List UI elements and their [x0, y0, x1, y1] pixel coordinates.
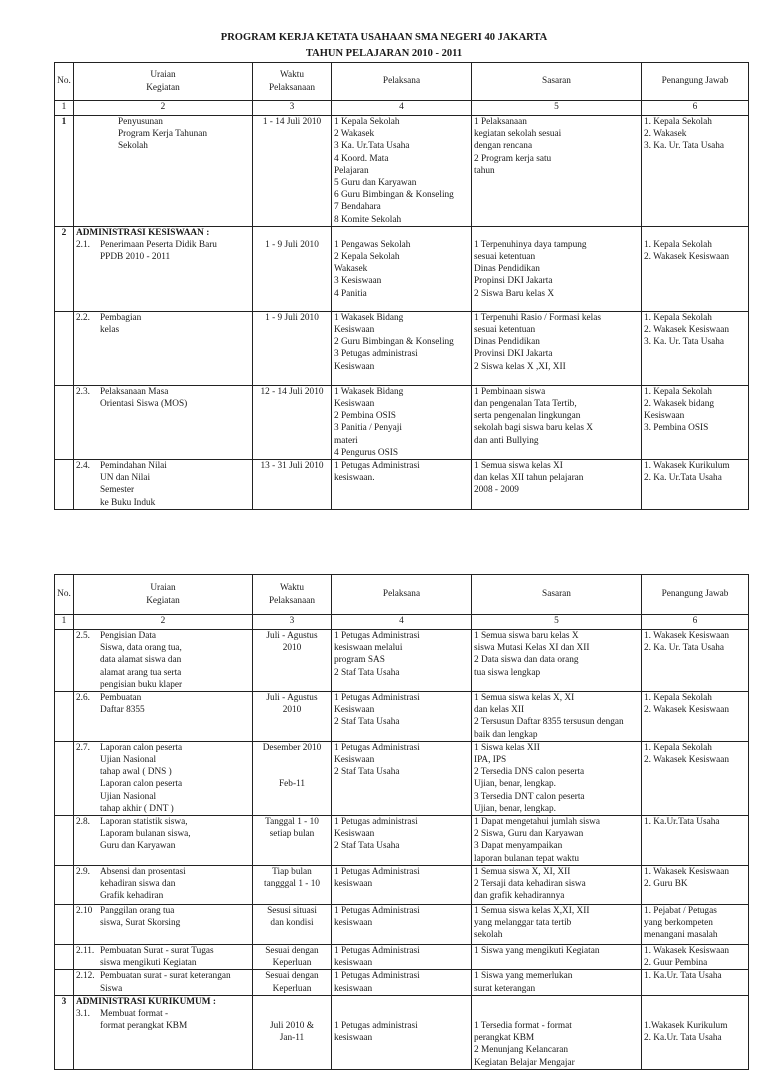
uraian-cell: [74, 970, 253, 995]
activity-code: 2.10: [76, 906, 93, 917]
uraian-cell: [74, 311, 253, 385]
uraian-cell: [74, 692, 253, 742]
penanggung-jawab-cell: 1. Ka.Ur. Tata Usaha: [642, 970, 749, 995]
sasaran-cell: 1 Semua siswa kelas XI dan kelas XII tahun pelajaran 2008 - 2009: [472, 460, 642, 510]
table-row: [55, 816, 749, 866]
waktu-cell: 13 - 31 Juli 2010: [253, 460, 332, 510]
table-row: [55, 226, 749, 311]
penanggung-jawab-cell: 1. Kepala Sekolah 2. Wakasek 3. Ka. Ur. Tata Usaha: [642, 116, 749, 227]
column-number: 2: [74, 101, 253, 116]
waktu-cell: Sesuai dengan Keperluan: [253, 945, 332, 970]
activity-description: Pembuatan Surat - surat Tugas siswa mengikuti Kegiatan: [100, 946, 214, 969]
uraian-cell: [74, 460, 253, 510]
table-row: [55, 692, 749, 742]
header-row: [55, 575, 749, 615]
table-row: [55, 741, 749, 815]
header-sasaran: Sasaran: [472, 575, 642, 615]
column-number-row: [55, 615, 749, 630]
penanggung-jawab-cell: 1. Kepala Sekolah 2. Wakasek Kesiswaan: [642, 226, 749, 311]
activity-code: [76, 116, 100, 153]
sasaran-cell: 1 Terpenuhi Rasio / Formasi kelas sesuai ketentuan Dinas Pendidikan Provinsi DKI Jakarta 2 Siswa kelas X ,XI, XII: [472, 311, 642, 385]
row-number: [55, 385, 74, 459]
waktu-cell: Desember 2010 Feb-11: [253, 741, 332, 815]
row-number: [55, 311, 74, 385]
waktu-cell: Sesuai dengan Keperluan: [253, 970, 332, 995]
table-row: [55, 311, 749, 385]
uraian-cell: [74, 116, 253, 227]
activity-code: 2.4.: [76, 461, 90, 472]
column-number-row: [55, 101, 749, 116]
activity-description: Panggilan orang tua siswa, Surat Skorsing: [100, 906, 181, 929]
pelaksana-cell: 1 Petugas administrasi kesiswaan: [332, 995, 472, 1069]
penanggung-jawab-cell: 1. Kepala Sekolah 2. Wakasek bidang Kesiswaan 3. Pembina OSIS: [642, 385, 749, 459]
sasaran-cell: 1 Dapat mengetahui jumlah siswa 2 Siswa, Guru dan Karyawan 3 Dapat menyampaikan laporan bulanan tepat waktu: [472, 816, 642, 866]
column-number: 5: [472, 615, 642, 630]
row-number: 2: [55, 226, 74, 311]
sasaran-cell: 1 Semua siswa baru kelas X siswa Mutasi Kelas XI dan XII 2 Data siswa dan data orang tua siswa lengkap: [472, 630, 642, 692]
uraian-cell: [74, 630, 253, 692]
waktu-cell: Juli - Agustus 2010: [253, 692, 332, 742]
header-sasaran: Sasaran: [472, 63, 642, 101]
column-number: 2: [74, 615, 253, 630]
sasaran-cell: 1 Siswa kelas XII IPA, IPS 2 Tersedia DNS calon peserta Ujian, benar, lengkap. 3 Tersedia DNT calon peserta Ujian, benar, lengkap.: [472, 741, 642, 815]
header-uraian: Uraian Kegiatan: [74, 575, 253, 615]
table-row: [55, 866, 749, 905]
work-program-table-2: [54, 574, 749, 1070]
penanggung-jawab-cell: 1. Pejabat / Petugas yang berkompeten menangani masalah: [642, 905, 749, 945]
sasaran-cell: 1 Pelaksanaan kegiatan sekolah sesuai dengan rencana 2 Program kerja satu tahun: [472, 116, 642, 227]
uraian-cell: [74, 866, 253, 905]
sasaran-cell: 1 Siswa yang memerlukan surat keterangan: [472, 970, 642, 995]
activity-code: 2.12.: [76, 971, 95, 982]
row-number: [55, 741, 74, 815]
table-row: [55, 460, 749, 510]
pelaksana-cell: 1 Petugas Administrasi Kesiswaan 2 Staf Tata Usaha: [332, 741, 472, 815]
column-number: 4: [332, 101, 472, 116]
work-program-table-1: [54, 62, 749, 510]
header-uraian: Uraian Kegiatan: [74, 63, 253, 101]
penanggung-jawab-cell: 1.Wakasek Kurikulum 2. Ka.Ur. Tata Usaha: [642, 995, 749, 1069]
activity-description: Laporan statistik siswa, Laporam bulanan siswa, Guru dan Karyawan: [100, 817, 191, 852]
header-waktu: Waktu Pelaksanaan: [253, 575, 332, 615]
activity-description: Absensi dan prosentasi kehadiran siswa dan Grafik kehadiran: [100, 867, 186, 902]
column-number: 3: [253, 615, 332, 630]
uraian-cell: [74, 226, 253, 311]
activity-description: Penerimaan Peserta Didik Baru PPDB 2010 - 2011: [100, 240, 217, 263]
header-no: No.: [55, 575, 74, 615]
activity-code: 2.9.: [76, 867, 90, 878]
pelaksana-cell: 1 Petugas Administrasi kesiswaan: [332, 905, 472, 945]
header-row: [55, 63, 749, 101]
pelaksana-cell: 1 Petugas Administrasi kesiswaan.: [332, 460, 472, 510]
row-number: [55, 692, 74, 742]
activity-description: Pelaksanaan Masa Orientasi Siswa (MOS): [100, 386, 188, 410]
activity-description: Penyusunan Program Kerja Tahunan Sekolah: [118, 117, 208, 152]
waktu-cell: Juli - Agustus 2010: [253, 630, 332, 692]
activity-description: Pembagian kelas: [100, 312, 142, 336]
document-title: PROGRAM KERJA KETATA USAHAAN SMA NEGERI 40 JAKARTA: [220, 32, 548, 43]
penanggung-jawab-cell: 1. Wakasek Kesiswaan 2. Guur Pembina: [642, 945, 749, 970]
pelaksana-cell: 1 Wakasek Bidang Kesiswaan 2 Pembina OSIS 3 Panitia / Penyaji materi 4 Pengurus OSIS: [332, 385, 472, 459]
activity-code: 2.3.: [76, 386, 90, 397]
column-number: 1: [55, 101, 74, 116]
sasaran-cell: 1 Semua siswa X, XI, XII 2 Tersaji data kehadiran siswa dan grafik kehadirannya: [472, 866, 642, 905]
penanggung-jawab-cell: 1. Kepala Sekolah 2. Wakasek Kesiswaan: [642, 741, 749, 815]
activity-description: Pembuatan Daftar 8355: [100, 693, 145, 716]
row-number: 1: [55, 116, 74, 227]
uraian-cell: [74, 905, 253, 945]
column-number: 3: [253, 101, 332, 116]
activity-description: Pengisian Data Siswa, data orang tua, data alamat siswa dan alamat arang tua serta pengisian buku klaper: [100, 631, 183, 690]
header-pelaksana: Pelaksana: [332, 575, 472, 615]
sasaran-cell: 1 Pembinaan siswa dan pengenalan Tata Tertib, serta pengenalan lingkungan sekolah bagi siswa baru kelas X dan anti Bullying: [472, 385, 642, 459]
activity-description: Laporan calon peserta Ujian Nasional tahap awal ( DNS ) Laporan calon peserta Ujian Nasional tahap akhir ( DNT ): [100, 742, 183, 814]
activity-code: 2.2.: [76, 312, 90, 323]
pelaksana-cell: 1 Petugas Administrasi kesiswaan: [332, 945, 472, 970]
pelaksana-cell: 1 Petugas Administrasi Kesiswaan 2 Staf Tata Usaha: [332, 692, 472, 742]
table-row: [55, 630, 749, 692]
activity-code: 2.1.: [76, 240, 90, 251]
row-number: [55, 630, 74, 692]
waktu-cell: 1 - 14 Juli 2010: [253, 116, 332, 227]
row-number: 3: [55, 995, 74, 1069]
activity-code: 2.5.: [76, 631, 90, 641]
waktu-cell: Tanggal 1 - 10 setiap bulan: [253, 816, 332, 866]
penanggung-jawab-cell: 1. Wakasek Kesiswaan 2. Ka. Ur. Tata Usaha: [642, 630, 749, 692]
waktu-cell: Sesusi situasi dan kondisi: [253, 905, 332, 945]
pelaksana-cell: 1 Petugas administrasi Kesiswaan 2 Staf Tata Usaha: [332, 816, 472, 866]
activity-description: Pembuatan surat - surat keterangan Siswa: [100, 971, 231, 994]
sasaran-cell: 1 Terpenuhinya daya tampung sesuai ketentuan Dinas Pendidikan Propinsi DKI Jakarta 2 Siswa Baru kelas X: [472, 226, 642, 311]
penanggung-jawab-cell: 1. Ka.Ur.Tata Usaha: [642, 816, 749, 866]
activity-code: 2.8.: [76, 817, 90, 828]
column-number: 1: [55, 615, 74, 630]
pelaksana-cell: 1 Petugas Administrasi kesiswaan: [332, 866, 472, 905]
sasaran-cell: 1 Siswa yang mengikuti Kegiatan: [472, 945, 642, 970]
sasaran-cell: 1 Semua siswa kelas X, XI dan kelas XII 2 Tersusun Daftar 8355 tersusun dengan baik dan lengkap: [472, 692, 642, 742]
penanggung-jawab-cell: 1. Wakasek Kesiswaan 2. Guru BK: [642, 866, 749, 905]
waktu-cell: 1 - 9 Juli 2010: [253, 226, 332, 311]
uraian-cell: [74, 741, 253, 815]
row-number: [55, 945, 74, 970]
uraian-cell: [74, 945, 253, 970]
column-number: 6: [642, 615, 749, 630]
table-row: [55, 945, 749, 970]
penanggung-jawab-cell: 1. Wakasek Kurikulum 2. Ka. Ur.Tata Usaha: [642, 460, 749, 510]
pelaksana-cell: 1 Kepala Sekolah 2 Wakasek 3 Ka. Ur.Tata Usaha 4 Koord. Mata Pelajaran 5 Guru dan Karyawan 6 Guru Bimbingan & Konseling 7 Bendahara 8 Komite Sekolah: [332, 116, 472, 227]
table-row: [55, 116, 749, 227]
pelaksana-cell: 1 Petugas Administrasi kesiswaan melalui program SAS 2 Staf Tata Usaha: [332, 630, 472, 692]
waktu-cell: 1 - 9 Juli 2010: [253, 311, 332, 385]
header-no: No.: [55, 63, 74, 101]
table-row: [55, 385, 749, 459]
uraian-cell: [74, 816, 253, 866]
section-heading: ADMINISTRASI KESISWAAN :: [76, 227, 210, 238]
table-row: [55, 905, 749, 945]
column-number: 4: [332, 615, 472, 630]
activity-code: 2.6.: [76, 693, 90, 704]
header-pelaksana: Pelaksana: [332, 63, 472, 101]
row-number: [55, 905, 74, 945]
row-number: [55, 460, 74, 510]
penanggung-jawab-cell: 1. Kepala Sekolah 2. Wakasek Kesiswaan 3. Ka. Ur. Tata Usaha: [642, 311, 749, 385]
header-penanggung-jawab: Penangung Jawab: [642, 575, 749, 615]
activity-code: 2.7.: [76, 742, 90, 753]
table-row: [55, 995, 749, 1069]
activity-code: 2.11.: [76, 946, 95, 957]
header-penanggung-jawab: Penangung Jawab: [642, 63, 749, 101]
row-number: [55, 816, 74, 866]
sasaran-cell: 1 Semua siswa kelas X,XI, XII yang melanggar tata tertib sekolah: [472, 905, 642, 945]
uraian-cell: [74, 995, 253, 1069]
activity-description: Membuat format - format perangkat KBM: [100, 1009, 188, 1032]
waktu-cell: 12 - 14 Juli 2010: [253, 385, 332, 459]
section-heading: ADMINISTRASI KURIKUMUM :: [76, 996, 216, 1007]
row-number: [55, 866, 74, 905]
table-row: [55, 970, 749, 995]
waktu-cell: Tiap bulan tangggal 1 - 10: [253, 866, 332, 905]
sasaran-cell: 1 Tersedia format - format perangkat KBM 2 Menunjang Kelancaran Kegiatan Belajar Mengajar: [472, 995, 642, 1069]
column-number: 6: [642, 101, 749, 116]
document-subtitle: TAHUN PELAJARAN 2010 - 2011: [305, 48, 463, 59]
waktu-cell: Juli 2010 & Jan-11: [253, 995, 332, 1069]
pelaksana-cell: 1 Pengawas Sekolah 2 Kepala Sekolah Wakasek 3 Kesiswaan 4 Panitia: [332, 226, 472, 311]
activity-code: 3.1.: [76, 1009, 90, 1020]
column-number: 5: [472, 101, 642, 116]
penanggung-jawab-cell: 1. Kepala Sekolah 2. Wakasek Kesiswaan: [642, 692, 749, 742]
row-number: [55, 970, 74, 995]
header-waktu: Waktu Pelaksanaan: [253, 63, 332, 101]
activity-description: Pemindahan Nilai UN dan Nilai Semester ke Buku Induk: [100, 461, 167, 508]
pelaksana-cell: 1 Wakasek Bidang Kesiswaan 2 Guru Bimbingan & Konseling 3 Petugas administrasi Kesiswaan: [332, 311, 472, 385]
uraian-cell: [74, 385, 253, 459]
pelaksana-cell: 1 Petugas Administrasi kesiswaan: [332, 970, 472, 995]
